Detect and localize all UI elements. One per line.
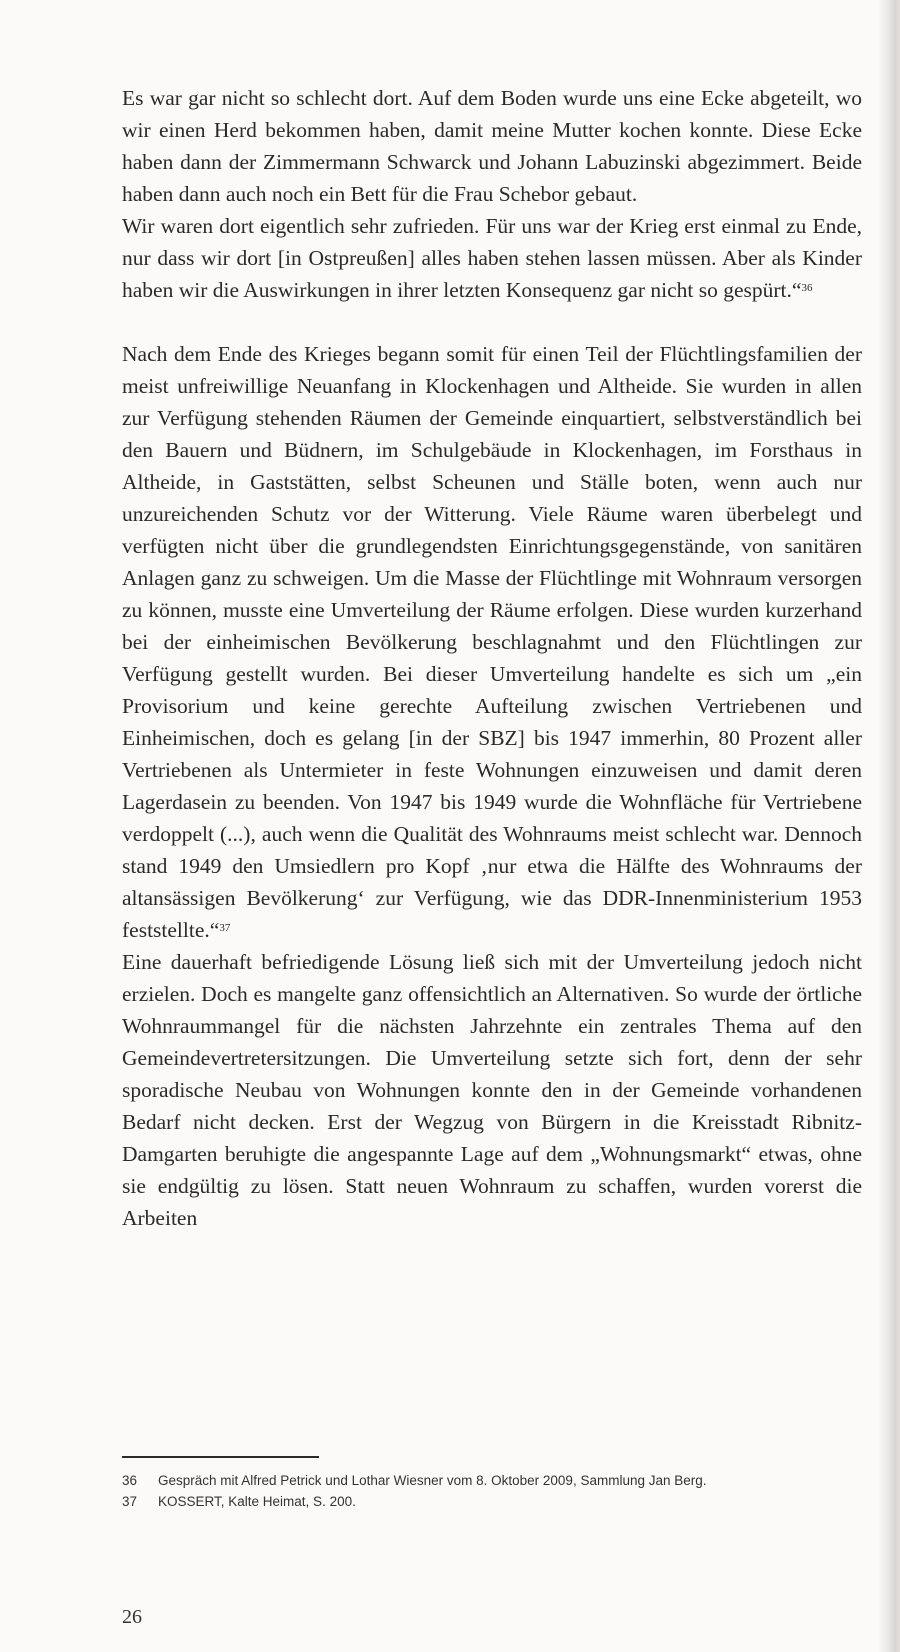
footnote-36 [122,1470,862,1491]
footnote-37 [122,1491,862,1512]
footnote-ref-36[interactable]: 36 [801,282,813,294]
body-paragraph-1 [122,338,862,946]
footnote-number: 37 [122,1494,138,1509]
page-number: 26 [122,1606,142,1628]
body-paragraph-2 [122,946,862,1234]
paragraph-gap [122,306,862,338]
footnote-text: Gespräch mit Alfred Petrick und Lothar Wiesner vom 8. Oktober 2009, Sammlung Jan Berg. [158,1473,707,1488]
body-text [122,82,862,1234]
quote-paragraph-2 [122,210,862,306]
paragraph-text: Nach dem Ende des Krieges begann somit für einen Teil der Flüchtlingsfamilien der meist unfreiwillige Neuanfang in Klockenhagen und Altheide. Sie wurden in allen zur Verfügung stehenden Räumen der Gemeinde einquartiert, selbstverständlich bei den Bauern und Büdnern, im Schulgebäude in Klockenhagen, im Forsthaus in Altheide, in Gaststätten, selbst Scheunen und Ställe boten, wenn auch nur unzureichenden Schutz vor der Witterung. Viele Räume waren überbelegt und verfügten nicht über die grundlegendsten Einrichtungsgegenstände, von sanitären Anlagen ganz zu schweigen. Um die Masse der Flüchtlinge mit Wohnraum versorgen zu können, musste eine Umverteilung der Räume erfolgen. Diese wurden kurzerhand bei der einheimischen Bevölkerung beschlagnahmt und den Flüchtlingen zur Verfügung gestellt wurden. Bei dieser Umverteilung handelte es sich um „ein Provisorium und keine gerechte Aufteilung zwischen Vertriebenen und Einheimischen, doch es gelang [in der SBZ] bis 1947 immerhin, 80 Prozent aller Vertriebenen als Untermieter in feste Wohnungen einzuweisen und damit deren Lagerdasein zu beenden. Von 1947 bis 1949 wurde die Wohnfläche für Vertriebene verdoppelt (...), auch wenn die Qualität des Wohnraums meist schlecht war. Dennoch stand 1949 den Umsiedlern pro Kopf ‚nur etwa die Hälfte des Wohnraums der altansässigen Bevölkerung‘ zur Verfügung, wie das DDR-Innenministerium 1953 feststellte.“ [122,342,862,942]
footnote-ref-37[interactable]: 37 [219,922,231,934]
paragraph-text: Wir waren dort eigentlich sehr zufrieden. Für uns war der Krieg erst einmal zu Ende, nur dass wir dort [in Ostpreußen] alles haben stehen lassen müssen. Aber als Kinder haben wir die Auswirkungen in ihrer letzten Konsequenz gar nicht so gespürt.“ [122,214,862,302]
quote-paragraph-1 [122,82,862,210]
footnote-rule [122,1456,319,1458]
paragraph-text: Eine dauerhaft befriedigende Lösung ließ sich mit der Umverteilung jedoch nicht erzielen. Doch es mangelte ganz offensichtlich an Alternativen. So wurde der örtliche Wohnraummangel für die nächsten Jahrzehnte ein zentrales Thema auf den Gemeindevertretersitzungen. Die Umverteilung setzte sich fort, denn der sehr sporadische Neubau von Wohnungen konnte den in der Gemeinde vorhandenen Bedarf nicht decken. Erst der Wegzug von Bürgern in die Kreisstadt Ribnitz-Damgarten beruhigte die angespannte Lage auf dem „Wohnungsmarkt“ etwas, ohne sie endgültig zu lösen. Statt neuen Wohnraum zu schaffen, wurden vorerst die Arbeiten [122,950,862,1230]
page-edge-shadow [878,0,900,1652]
footnote-text: KOSSERT, Kalte Heimat, S. 200. [158,1494,356,1509]
footnotes-section [122,1456,862,1512]
paragraph-text: Es war gar nicht so schlecht dort. Auf dem Boden wurde uns eine Ecke abgeteilt, wo wir einen Herd bekommen haben, damit meine Mutter kochen konnte. Diese Ecke haben dann der Zimmermann Schwarck und Johann Labuzinski abgezimmert. Beide haben dann auch noch ein Bett für die Frau Schebor gebaut. [122,86,862,206]
footnote-number: 36 [122,1473,138,1488]
